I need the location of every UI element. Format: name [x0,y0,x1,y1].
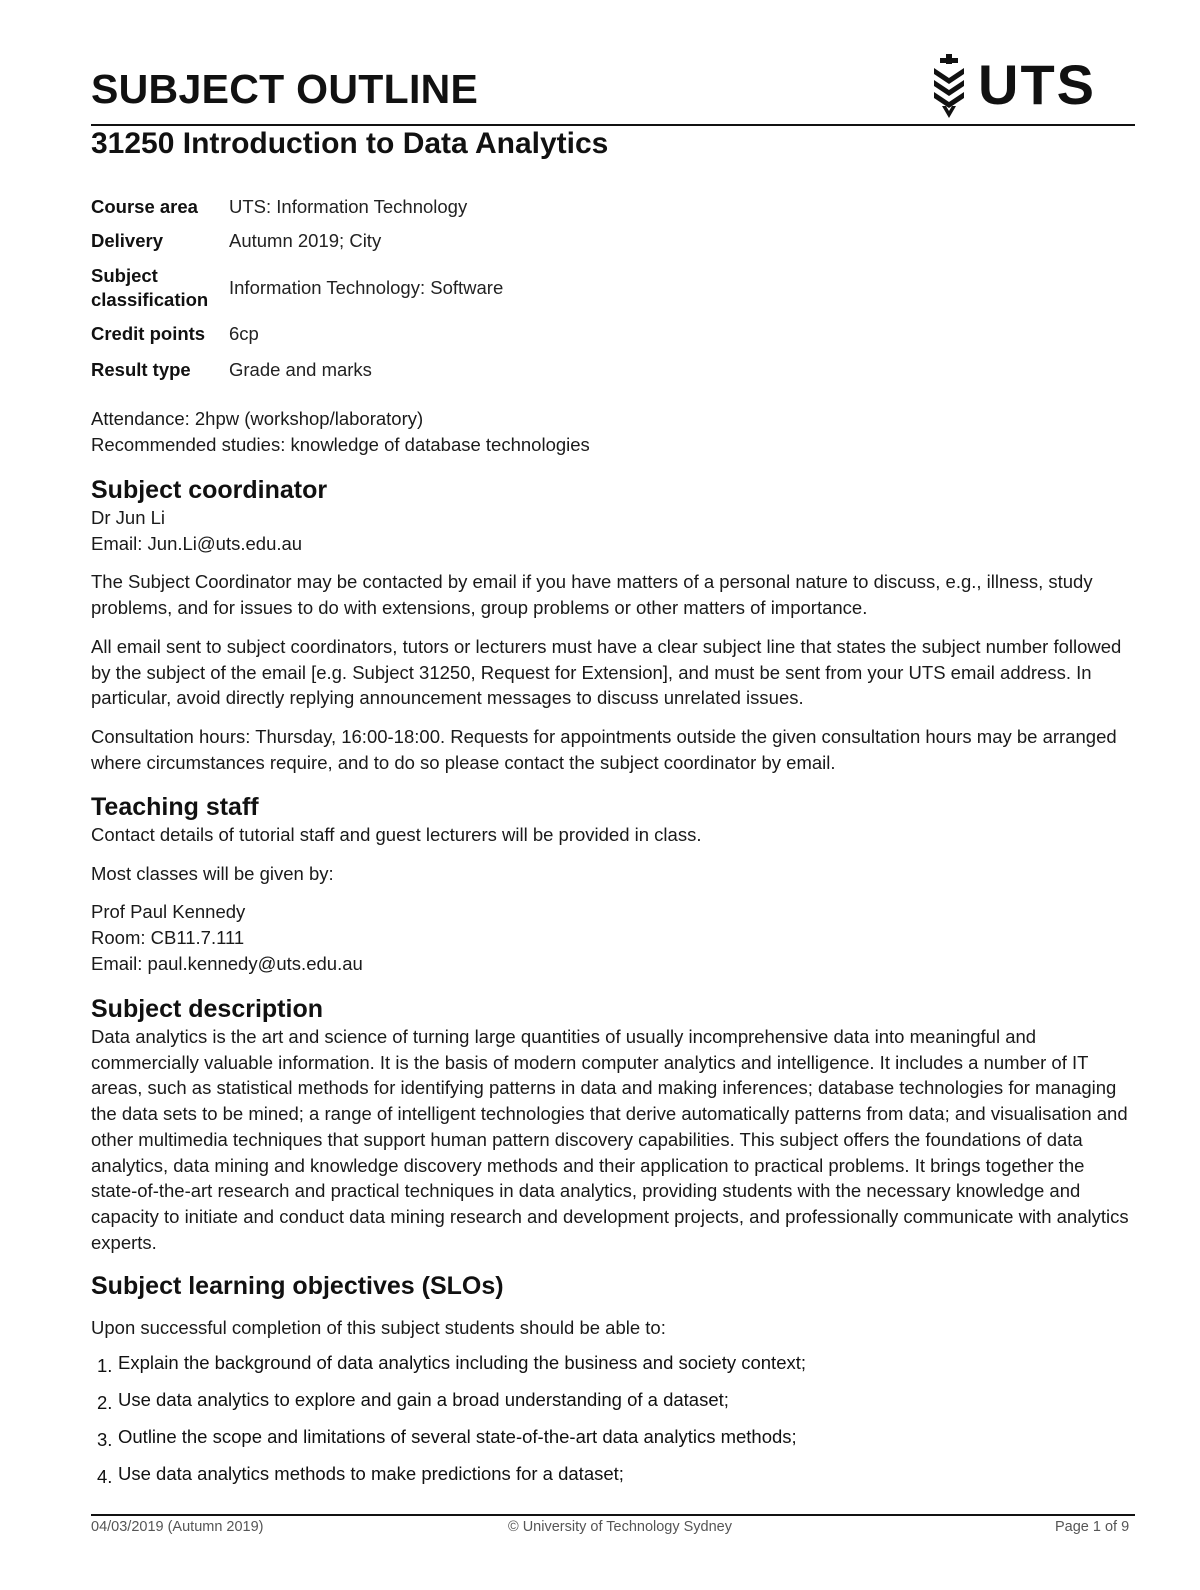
learning-objectives-section [91,1271,1135,1498]
item-number: 2. [97,1391,113,1413]
list-item [91,1461,1135,1486]
item-text: Use data analytics methods to make predictions for a dataset; [118,1462,624,1484]
subject-title: 31250 Introduction to Data Analytics [91,127,609,160]
list-item [91,1350,1135,1375]
info-row [91,315,503,353]
paragraph: Most classes will be given by: [91,862,334,884]
footer-date: 04/03/2019 (Autumn 2019) [91,1519,264,1535]
footer-page-number: Page 1 of 9 [1055,1519,1130,1535]
info-value: UTS: Information Technology [229,196,468,217]
paragraph: The Subject Coordinator may be contacted by email if you have matters of a personal nature to discuss, e.g., illness, study problems, and for issues to do with extensions, group problems or other matters of importance. [91,571,1093,619]
list-item [91,1424,1135,1449]
footer-rule [91,1514,1135,1516]
coordinator-name: Dr Jun Li [91,507,166,528]
recommended-studies-text: Recommended studies: knowledge of database technologies [91,433,590,455]
subject-coordinator-section [91,475,1135,775]
item-number: 3. [97,1428,113,1450]
section-heading: Teaching staff [91,793,259,821]
objectives-intro: Upon successful completion of this subject students should be able to: [91,1317,666,1338]
info-value: 6cp [229,323,259,344]
item-text: Outline the scope and limitations of several state-of-the-art data analytics methods; [118,1425,797,1447]
paragraph: Consultation hours: Thursday, 16:00-18:00. Requests for appointments outside the given consultation hours may be arranged where circumstances require, and to do so please contact the subject coordinator by email. [91,725,1117,773]
subject-info-table [91,193,503,387]
item-number: 4. [97,1465,113,1487]
attendance-text: Attendance: 2hpw (workshop/laboratory) [91,408,424,429]
info-label: Delivery [91,230,163,251]
coordinator-email[interactable]: Email: Jun.Li@uts.edu.au [91,532,303,554]
item-text: Use data analytics to explore and gain a broad understanding of a dataset; [118,1388,729,1410]
item-text: Explain the background of data analytics including the business and society context; [118,1351,807,1373]
item-number: 1. [97,1354,113,1376]
info-row [91,193,503,221]
logo-text: UTS [978,53,1096,116]
info-value: Information Technology: Software [229,277,504,298]
info-value: Grade and marks [229,359,372,380]
info-row [91,261,503,315]
document-title: SUBJECT OUTLINE [91,66,479,112]
paragraph: All email sent to subject coordinators, tutors or lecturers must have a clear subject line that states the subject number followed by the subject of the email [e.g. Subject 31250, Request for Extension], and must be sent from your UTS email address. In particular, avoid directly replying announcement messages to discuss unrelated issues. [91,635,1122,709]
list-item [91,1387,1135,1412]
lecturer-room: Room: CB11.7.111 [91,927,245,949]
section-heading: Subject coordinator [91,476,328,504]
info-value: Autumn 2019; City [229,230,382,251]
footer-copyright: © University of Technology Sydney [508,1519,732,1535]
info-label: Credit points [91,323,206,344]
lecturer-name: Prof Paul Kennedy [91,901,246,923]
uts-logo [926,54,1096,120]
info-row [91,221,503,261]
subject-description-section [91,994,1135,1255]
info-label: Result type [91,359,191,380]
paragraph: Data analytics is the art and science of turning large quantities of usually incomprehensive data into meaningful and commercially valuable information. It is the basis of modern computer analytics and intelligence. It includes a number of IT areas, such as statistical methods for identifying patterns in data and making inferences; database technologies for managing the data sets to be mined; a range of intelligent technologies that derive automatically patterns from data; and visualisation and other multimedia techniques that support human pattern discovery capabilities. This subject offers the foundations of data analytics, data mining and knowledge discovery methods and their application to practical problems. It brings together the state-of-the-art research and practical techniques in data analytics, providing students with the necessary knowledge and capacity to initiate and conduct data mining research and development projects, and professionally communicate with analytics experts. [91,1026,1129,1253]
lecturer-email[interactable]: Email: paul.kennedy@uts.edu.au [91,952,363,974]
info-label: Course area [91,196,198,217]
info-label: Subject classification [91,265,209,310]
paragraph: Contact details of tutorial staff and guest lecturers will be provided in class. [91,824,702,845]
uts-crest-icon [926,54,972,120]
teaching-staff-section [91,792,1135,977]
header-rule [91,124,1135,126]
objectives-list [91,1350,1135,1486]
section-heading: Subject learning objectives (SLOs) [91,1272,504,1300]
info-row [91,353,503,387]
attendance-block [91,406,1135,457]
section-heading: Subject description [91,995,323,1023]
